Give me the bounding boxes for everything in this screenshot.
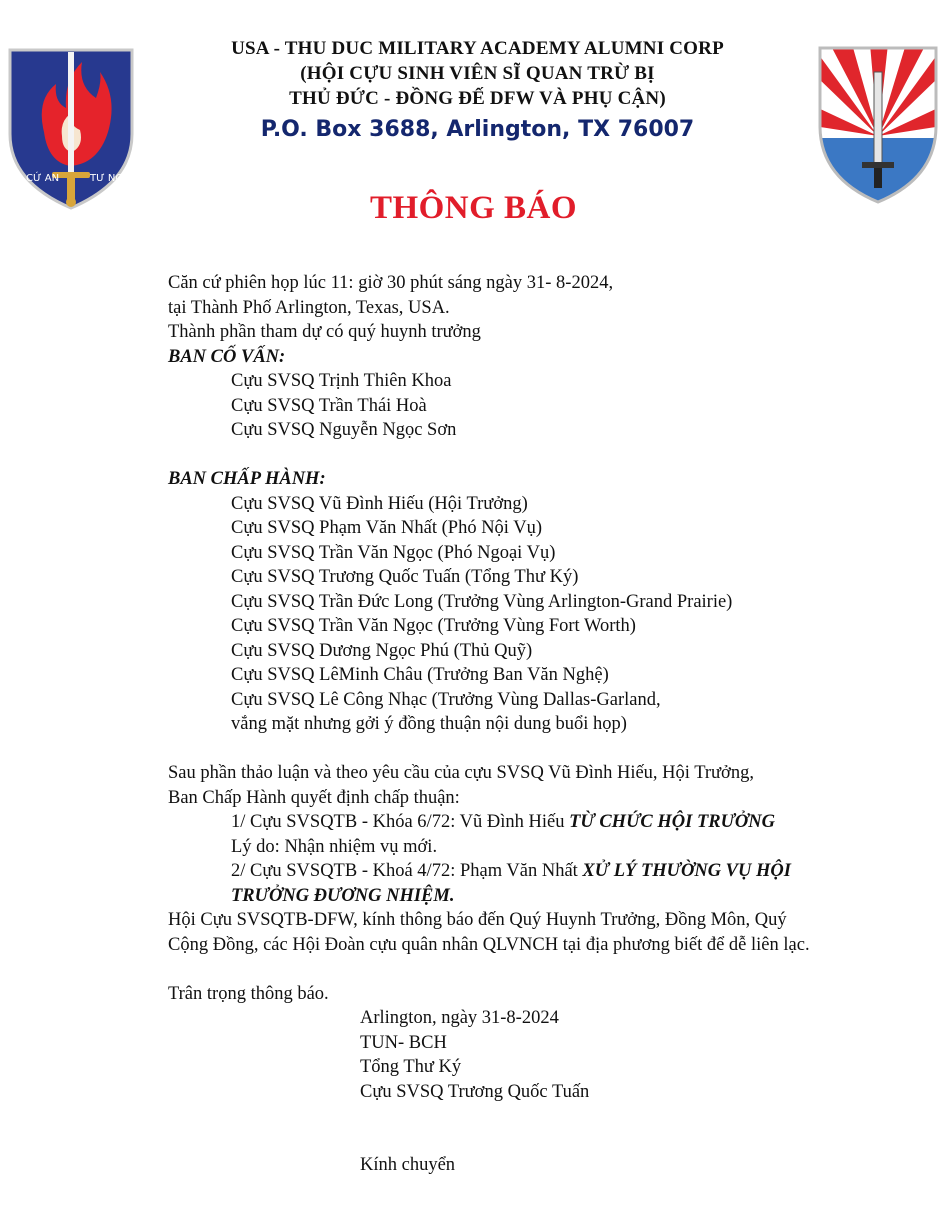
signature-org: TUN- BCH bbox=[360, 1032, 447, 1053]
left-emblem-logo bbox=[4, 42, 138, 212]
closing-regards: Trân trọng thông báo. bbox=[168, 983, 329, 1004]
decision-line: Ban Chấp Hành quyết định chấp thuận: bbox=[168, 787, 460, 808]
decision-item-1-reason: Lý do: Nhận nhiệm vụ mới. bbox=[231, 836, 438, 857]
decision-item-1 bbox=[168, 810, 928, 835]
executive-member: Cựu SVSQ Phạm Văn Nhất (Phó Nội Vụ) bbox=[231, 518, 543, 538]
advisory-member: Cựu SVSQ Trần Thái Hoà bbox=[231, 395, 427, 416]
document-title: THÔNG BÁO bbox=[369, 190, 578, 226]
intro-line: tại Thành Phố Arlington, Texas, USA. bbox=[168, 297, 450, 318]
decision-item-2-emphasis: XỬ LÝ THƯỜNG VỤ HỘI bbox=[582, 861, 791, 881]
left-emblem-motto-b: TƯ NGUY bbox=[90, 173, 137, 184]
executive-member: Cựu SVSQ Trương Quốc Tuấn (Tổng Thư Ký) bbox=[231, 567, 579, 587]
intro-line: Căn cứ phiên họp lúc 11: giờ 30 phút sáng ngày 31- 8-2024, bbox=[168, 273, 614, 293]
org-name-line-3: THỦ ĐỨC - ĐỒNG ĐẾ DFW VÀ PHỤ CẬN) bbox=[289, 88, 666, 109]
executive-member: Cựu SVSQ LêMinh Châu (Trưởng Ban Văn Nghệ) bbox=[231, 665, 609, 685]
executive-member: Cựu SVSQ Vũ Đình Hiếu (Hội Trưởng) bbox=[231, 493, 528, 514]
decision-item-1-text: 1/ Cựu SVSQTB - Khóa 6/72: Vũ Đình Hiếu bbox=[231, 812, 570, 832]
signature-name: Cựu SVSQ Trương Quốc Tuấn bbox=[360, 1081, 590, 1102]
decision-line: Sau phần thảo luận và theo yêu cầu của cựu SVSQ Vũ Đình Hiếu, Hội Trưởng, bbox=[168, 763, 754, 783]
executive-member: Cựu SVSQ Lê Công Nhạc (Trưởng Vùng Dallas-Garland, bbox=[231, 689, 661, 710]
executive-member: Cựu SVSQ Trần Văn Ngọc (Trưởng Vùng Fort Worth) bbox=[231, 616, 636, 636]
notice-line: Hội Cựu SVSQTB-DFW, kính thông báo đến Quý Huynh Trưởng, Đồng Môn, Quý bbox=[168, 910, 787, 930]
announcement-body bbox=[168, 271, 928, 1178]
advisory-heading: BAN CỐ VẤN: bbox=[168, 346, 286, 367]
decision-item-2-text: 2/ Cựu SVSQTB - Khoá 4/72: Phạm Văn Nhất bbox=[231, 861, 583, 881]
postal-address: P.O. Box 3688, Arlington, TX 76007 bbox=[260, 117, 695, 142]
executive-member: Cựu SVSQ Trần Đức Long (Trưởng Vùng Arlington-Grand Prairie) bbox=[231, 591, 733, 612]
letterhead bbox=[150, 36, 805, 142]
right-emblem-logo bbox=[814, 44, 942, 206]
notice-line: Cộng Đồng, các Hội Đoàn cựu quân nhân QLVNCH tại địa phương biết để dễ liên lạc. bbox=[168, 934, 810, 955]
intro-line: Thành phần tham dự có quý huynh trưởng bbox=[168, 322, 481, 342]
decision-item-2 bbox=[168, 859, 928, 884]
org-name-line-1: USA - THU DUC MILITARY ACADEMY ALUMNI CORP bbox=[231, 38, 724, 59]
decision-item-2-emphasis-cont: TRƯỞNG ĐƯƠNG NHIỆM. bbox=[231, 885, 455, 906]
executive-member: Cựu SVSQ Trần Văn Ngọc (Phó Ngoại Vụ) bbox=[231, 542, 556, 563]
signature-role: Tổng Thư Ký bbox=[360, 1057, 462, 1077]
advisory-member: Cựu SVSQ Trịnh Thiên Khoa bbox=[231, 371, 452, 391]
advisory-member: Cựu SVSQ Nguyễn Ngọc Sơn bbox=[231, 420, 457, 440]
executive-member: Cựu SVSQ Dương Ngọc Phú (Thủ Quỹ) bbox=[231, 640, 533, 661]
executive-heading: BAN CHẤP HÀNH: bbox=[168, 469, 326, 489]
signature-place-date: Arlington, ngày 31-8-2024 bbox=[360, 1008, 559, 1028]
org-name-line-2: (HỘI CỰU SINH VIÊN SĨ QUAN TRỪ BỊ bbox=[300, 63, 655, 84]
executive-member-note: vắng mặt nhưng gởi ý đồng thuận nội dung buổi họp) bbox=[231, 714, 627, 734]
left-emblem-motto-a: CỨ AN bbox=[26, 173, 60, 184]
decision-item-1-emphasis: TỪ CHỨC HỘI TRƯỞNG bbox=[569, 812, 775, 832]
forward-note: Kính chuyển bbox=[360, 1155, 456, 1175]
